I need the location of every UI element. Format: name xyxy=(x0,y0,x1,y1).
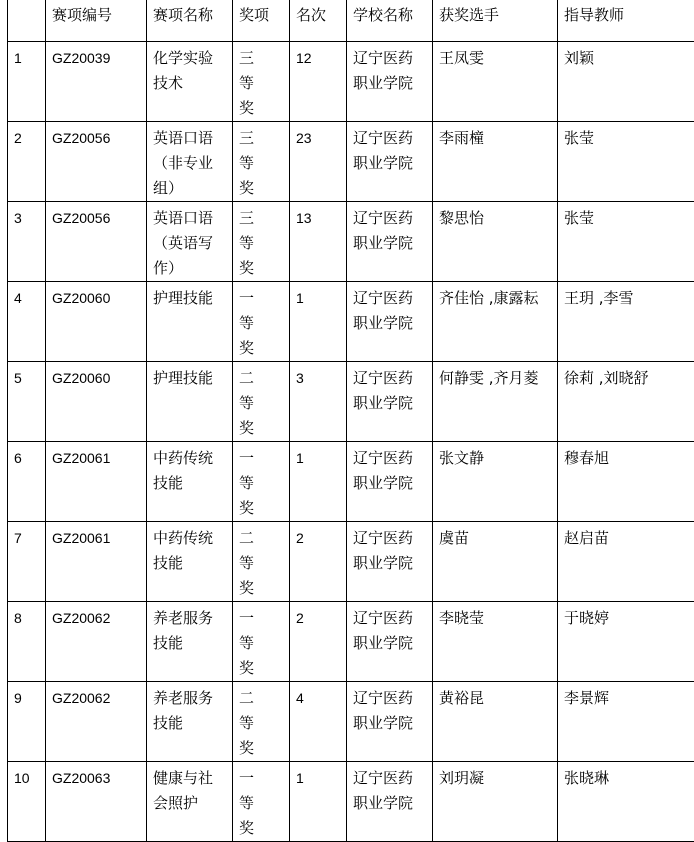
row-event-name: 健康与社会照护 xyxy=(147,762,233,842)
row-index: 7 xyxy=(8,522,46,602)
row-teacher: 王玥 ,李雪 xyxy=(558,282,694,362)
row-rank: 12 xyxy=(290,42,347,122)
row-event-name: 英语口语（英语写作） xyxy=(147,202,233,282)
row-school: 辽宁医药职业学院 xyxy=(347,602,433,682)
row-code: GZ20061 xyxy=(46,522,147,602)
row-teacher: 穆春旭 xyxy=(558,442,694,522)
table-row xyxy=(8,442,694,522)
row-rank: 13 xyxy=(290,202,347,282)
table-row xyxy=(8,522,694,602)
header-cell-winners: 获奖选手 xyxy=(433,0,558,42)
row-rank: 1 xyxy=(290,762,347,842)
row-event-name: 养老服务技能 xyxy=(147,682,233,762)
row-code: GZ20056 xyxy=(46,122,147,202)
awards-table xyxy=(7,0,694,842)
table-row xyxy=(8,42,694,122)
row-award: 二等奖 xyxy=(233,522,290,602)
row-school: 辽宁医药职业学院 xyxy=(347,762,433,842)
table-row xyxy=(8,682,694,762)
row-teacher: 于晓婷 xyxy=(558,602,694,682)
row-rank: 2 xyxy=(290,522,347,602)
row-school: 辽宁医药职业学院 xyxy=(347,42,433,122)
row-event-name: 英语口语（非专业组） xyxy=(147,122,233,202)
row-teacher: 张莹 xyxy=(558,202,694,282)
row-school: 辽宁医药职业学院 xyxy=(347,282,433,362)
row-code: GZ20062 xyxy=(46,602,147,682)
row-award: 一等奖 xyxy=(233,762,290,842)
row-winners: 虞苗 xyxy=(433,522,558,602)
row-winners: 齐佳怡 ,康露耘 xyxy=(433,282,558,362)
row-event-name: 中药传统技能 xyxy=(147,442,233,522)
row-winners: 何静雯 ,齐月菱 xyxy=(433,362,558,442)
row-code: GZ20039 xyxy=(46,42,147,122)
row-index: 9 xyxy=(8,682,46,762)
row-award: 二等奖 xyxy=(233,682,290,762)
row-school: 辽宁医药职业学院 xyxy=(347,682,433,762)
table-row xyxy=(8,202,694,282)
row-rank: 1 xyxy=(290,282,347,362)
header-cell-index xyxy=(8,0,46,42)
row-index: 3 xyxy=(8,202,46,282)
row-index: 8 xyxy=(8,602,46,682)
row-school: 辽宁医药职业学院 xyxy=(347,362,433,442)
row-code: GZ20060 xyxy=(46,282,147,362)
row-rank: 4 xyxy=(290,682,347,762)
row-rank: 2 xyxy=(290,602,347,682)
row-winners: 张文静 xyxy=(433,442,558,522)
row-rank: 1 xyxy=(290,442,347,522)
row-award: 二等奖 xyxy=(233,362,290,442)
header-cell-rank: 名次 xyxy=(290,0,347,42)
row-school: 辽宁医药职业学院 xyxy=(347,202,433,282)
row-code: GZ20063 xyxy=(46,762,147,842)
row-rank: 3 xyxy=(290,362,347,442)
row-teacher: 张晓琳 xyxy=(558,762,694,842)
row-code: GZ20056 xyxy=(46,202,147,282)
row-award: 三等奖 xyxy=(233,42,290,122)
row-event-name: 化学实验技术 xyxy=(147,42,233,122)
row-rank: 23 xyxy=(290,122,347,202)
row-code: GZ20061 xyxy=(46,442,147,522)
row-index: 1 xyxy=(8,42,46,122)
header-cell-code: 赛项编号 xyxy=(46,0,147,42)
row-teacher: 李景辉 xyxy=(558,682,694,762)
row-teacher: 刘颖 xyxy=(558,42,694,122)
row-index: 5 xyxy=(8,362,46,442)
row-event-name: 护理技能 xyxy=(147,362,233,442)
row-school: 辽宁医药职业学院 xyxy=(347,442,433,522)
row-code: GZ20060 xyxy=(46,362,147,442)
header-cell-name: 赛项名称 xyxy=(147,0,233,42)
header-cell-award: 奖项 xyxy=(233,0,290,42)
row-index: 10 xyxy=(8,762,46,842)
row-winners: 李雨橦 xyxy=(433,122,558,202)
row-teacher: 张莹 xyxy=(558,122,694,202)
table-row xyxy=(8,602,694,682)
row-winners: 黄裕昆 xyxy=(433,682,558,762)
row-school: 辽宁医药职业学院 xyxy=(347,122,433,202)
row-teacher: 徐莉 ,刘晓舒 xyxy=(558,362,694,442)
row-award: 一等奖 xyxy=(233,442,290,522)
table-row xyxy=(8,282,694,362)
row-winners: 王凤雯 xyxy=(433,42,558,122)
row-teacher: 赵启苗 xyxy=(558,522,694,602)
row-event-name: 中药传统技能 xyxy=(147,522,233,602)
row-index: 4 xyxy=(8,282,46,362)
row-event-name: 护理技能 xyxy=(147,282,233,362)
table-row xyxy=(8,362,694,442)
row-award: 一等奖 xyxy=(233,282,290,362)
row-code: GZ20062 xyxy=(46,682,147,762)
row-event-name: 养老服务技能 xyxy=(147,602,233,682)
table-row xyxy=(8,762,694,842)
row-index: 2 xyxy=(8,122,46,202)
row-index: 6 xyxy=(8,442,46,522)
row-award: 三等奖 xyxy=(233,202,290,282)
row-winners: 黎思怡 xyxy=(433,202,558,282)
header-cell-teacher: 指导教师 xyxy=(558,0,694,42)
table-header-row xyxy=(8,0,694,42)
row-winners: 刘玥凝 xyxy=(433,762,558,842)
row-award: 三等奖 xyxy=(233,122,290,202)
header-cell-school: 学校名称 xyxy=(347,0,433,42)
row-winners: 李晓莹 xyxy=(433,602,558,682)
row-award: 一等奖 xyxy=(233,602,290,682)
table-row xyxy=(8,122,694,202)
row-school: 辽宁医药职业学院 xyxy=(347,522,433,602)
